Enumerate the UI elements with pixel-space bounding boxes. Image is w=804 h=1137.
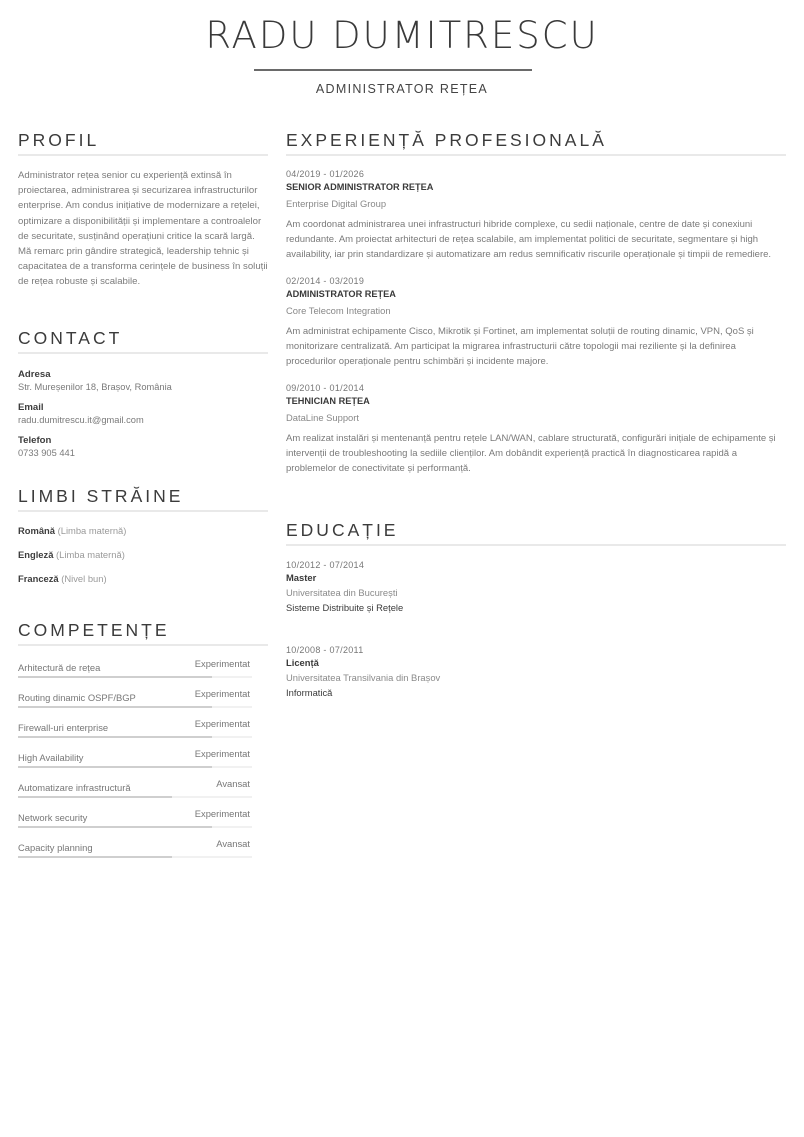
contact-value: 0733 905 441: [18, 448, 75, 458]
education-date: 10/2012 - 07/2014: [286, 560, 365, 570]
section-title-languages: LIMBI STRĂINE: [18, 484, 268, 512]
language-item: [18, 573, 268, 597]
experience-company: Enterprise Digital Group: [286, 198, 387, 209]
contact-address: [18, 369, 268, 393]
skills-section: [18, 618, 268, 858]
education-degree: Master: [286, 572, 317, 583]
language-item: [18, 549, 268, 573]
skill-item: [18, 678, 252, 708]
language-level: (Limba maternă): [57, 525, 127, 536]
candidate-role: ADMINISTRATOR REȚEA: [315, 82, 489, 96]
skill-name: Arhitectură de rețea: [18, 662, 101, 673]
experience-date: 02/2014 - 03/2019: [286, 276, 365, 286]
section-title-education: EDUCAȚIE: [286, 518, 786, 546]
skill-item: [18, 828, 252, 858]
experience-description: Am coordonat administrarea unei infrastructuri hibride complexe, cu sedii naționale, centre de date și conexiuni redundante. Am proiectat arhitecturi de rețea scalabile, am implementat politici de securitate, segmentare și high availability, iar prin standardizare și automatizare am redus semnificativ riscurile operaționale și timpii de remediere.: [286, 219, 772, 260]
experience-description: Am realizat instalări și mentenanță pentru rețele LAN/WAN, cablare structurată, configurări inițiale de echipamente și intervenții de troubleshooting la sediile clienților. Am dobândit experiență practică în diagnosticarea rapidă a problemelor de conectivitate și performanță.: [286, 433, 776, 474]
experience-title: SENIOR ADMINISTRATOR REȚEA: [286, 182, 434, 192]
section-title-experience: EXPERIENȚĂ PROFESIONALĂ: [286, 128, 786, 156]
contact-section: [18, 326, 268, 459]
candidate-name: RADU DUMITRESCU: [205, 14, 599, 57]
left-column: [18, 128, 268, 853]
languages-section: [18, 484, 268, 597]
skill-level: Experimentat: [194, 748, 250, 759]
skill-name: Firewall-uri enterprise: [18, 722, 109, 733]
skill-level: Experimentat: [194, 808, 250, 819]
language-name: Engleză: [18, 549, 54, 560]
contact-phone: [18, 435, 268, 459]
education-item: [286, 644, 786, 700]
experience-company: Core Telecom Integration: [286, 305, 391, 316]
skill-item: [18, 768, 252, 798]
section-title-skills: COMPETENȚE: [18, 618, 268, 646]
education-field: Sisteme Distribuite și Rețele: [286, 602, 404, 613]
contact-label: Adresa: [18, 369, 51, 380]
experience-item: [286, 168, 786, 262]
section-title-profile: PROFIL: [18, 128, 268, 156]
education-degree: Licență: [286, 657, 319, 668]
contact-email: [18, 402, 268, 426]
skill-name: Capacity planning: [18, 842, 93, 853]
language-level: (Limba maternă): [56, 549, 125, 560]
header-divider: [254, 69, 532, 71]
language-name: Română: [18, 525, 55, 536]
skill-level: Experimentat: [194, 688, 250, 699]
skill-level: Experimentat: [194, 718, 250, 729]
language-item: [18, 525, 268, 549]
education-school: Universitatea Transilvania din Brașov: [286, 672, 441, 683]
skill-item: [18, 738, 252, 768]
skill-item: [18, 708, 252, 738]
experience-item: [286, 275, 786, 369]
skill-item: [18, 798, 252, 828]
education-item: [286, 559, 786, 615]
experience-title: TEHNICIAN REȚEA: [286, 396, 370, 406]
profile-section: [18, 128, 268, 290]
skill-name: Routing dinamic OSPF/BGP: [18, 692, 136, 703]
profile-summary: Administrator rețea senior cu experiență extinsă în proiectarea, administrarea și securizarea infrastructurilor enterprise. Am condus inițiative de modernizare a rețelei, optimizare a disponibilității și implementare a controalelor de securitate, susținând operațiuni critice la scară largă. Mă remarc prin gândire strategică, leadership tehnic și capacitatea de a transforma cerințele de business în soluții de rețea robuste și scalabile.: [18, 170, 268, 288]
education-school: Universitatea din București: [286, 587, 398, 598]
contact-value: radu.dumitrescu.it@gmail.com: [18, 415, 144, 425]
skill-level: Experimentat: [194, 658, 250, 669]
language-level: (Nivel bun): [61, 573, 107, 584]
experience-section: [286, 128, 786, 476]
skill-name: High Availability: [18, 752, 84, 763]
education-section: [286, 518, 786, 700]
experience-item: [286, 382, 786, 476]
skill-name: Network security: [18, 812, 88, 823]
contact-value: Str. Mureșenilor 18, Brașov, România: [18, 382, 172, 392]
skill-level: Avansat: [216, 838, 250, 849]
skill-bar-fill: [18, 856, 172, 858]
education-field: Informatică: [286, 687, 333, 698]
experience-date: 09/2010 - 01/2014: [286, 383, 365, 393]
skill-item: [18, 648, 252, 678]
experience-company: DataLine Support: [286, 412, 359, 423]
section-title-contact: CONTACT: [18, 326, 268, 354]
language-name: Franceză: [18, 573, 59, 584]
contact-label: Email: [18, 402, 44, 413]
experience-description: Am administrat echipamente Cisco, Mikrotik și Fortinet, am implementat soluții de routing dinamic, VPN, QoS și monitorizare centralizată. Am participat la migrarea infrastructurii către topologii mai reziliente și la definirea procedurilor operaționale pentru schimbări și incidente majore.: [286, 326, 754, 367]
right-column: [286, 128, 786, 698]
skill-level: Avansat: [216, 778, 250, 789]
skill-name: Automatizare infrastructură: [18, 782, 131, 793]
experience-title: ADMINISTRATOR REȚEA: [286, 289, 396, 299]
experience-date: 04/2019 - 01/2026: [286, 169, 365, 179]
education-date: 10/2008 - 07/2011: [286, 645, 364, 655]
contact-label: Telefon: [18, 435, 52, 446]
